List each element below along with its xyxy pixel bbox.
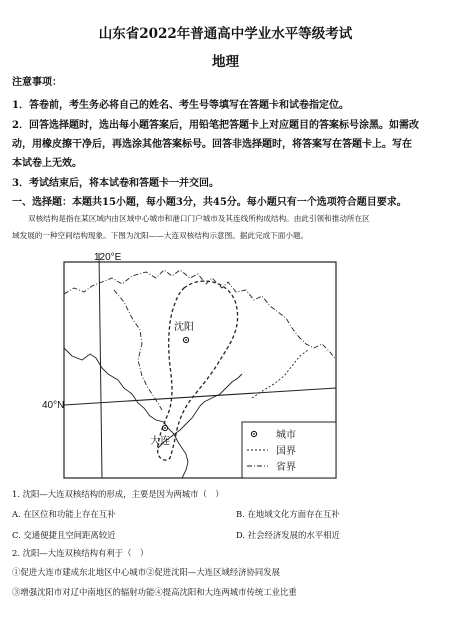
shenyang-label: 沈阳 [174, 322, 194, 333]
legend-city-label: 城市 [276, 430, 296, 441]
q2-options-line-2: ③增强沈阳市对辽中南地区的辐射功能④提高沈阳和大连两城市传统工业比重 [12, 587, 297, 597]
intro-line-2: 域发展的一种空间结构现象。下图为沈阳——大连双核结构示意图。据此完成下面小题。 [12, 231, 309, 240]
notice-item-2-line-2: 动，用橡皮擦干净后，再选涂其他答案标号。回答非选择题时，将答案写在答题卡上。写在 [12, 139, 412, 150]
section-heading: 一、选择题：本题共15小题，每小题3分，共45分。每小题只有一个选项符合题目要求。 [12, 197, 407, 208]
national-border [252, 350, 308, 398]
coastline-liaodong [158, 374, 242, 448]
q2-options-line-1: ①促进大连市建成东北地区中心城市②促进沈阳—大连区域经济协同发展 [12, 567, 280, 577]
lon-label: 120°E [94, 252, 122, 263]
legend-national-border-label: 国界 [276, 446, 296, 457]
exam-title: 山东省2022年普通高中学业水平等级考试 [98, 26, 353, 42]
q1-stem: 1. 沈阳—大连双核结构的形成，主要是因为两城市（ ） [12, 489, 224, 499]
map-legend [242, 422, 336, 478]
dalian-label: 大连 [150, 436, 170, 447]
q1-option-d: D. 社会经济发展的水平相近 [236, 530, 340, 540]
parallel-40n [64, 388, 336, 405]
q2-stem: 2. 沈阳—大连双核结构有利于（ ） [12, 548, 149, 558]
notice-item-1: 1．答卷前，考生务必将自己的姓名、考生号等填写在答题卡和试卷指定位。 [12, 100, 349, 111]
province-border-west [114, 290, 162, 410]
shenyang-dalian-map [42, 248, 338, 480]
dual-core-area [158, 281, 238, 460]
q1-option-b: B. 在地域文化方面存在互补 [236, 509, 340, 519]
lat-label: 40°N [42, 400, 65, 411]
q1-option-c: C. 交通便捷且空间距离较近 [12, 530, 116, 540]
notice-item-2-line-1: 2．回答选择题时，选出每小题答案后，用铅笔把答题卡上对应题目的答案标号涂黑。如需改 [12, 120, 419, 131]
legend-province-border-label: 省界 [276, 462, 296, 473]
intro-line-1: 双核结构是指在某区域内由区域中心城市和港口门户城市及其连线所构成结构。由此引领和推动所在区 [28, 214, 370, 223]
q1-option-a: A. 在区位和功能上存在互补 [12, 509, 116, 519]
notice-heading: 注意事项： [12, 77, 62, 88]
notice-item-2-line-3: 本试卷上无效。 [12, 158, 82, 169]
notice-item-3: 3．考试结束后，将本试卷和答题卡一并交回。 [12, 178, 219, 189]
subject-title: 地理 [212, 54, 239, 70]
province-border-east [298, 336, 336, 360]
